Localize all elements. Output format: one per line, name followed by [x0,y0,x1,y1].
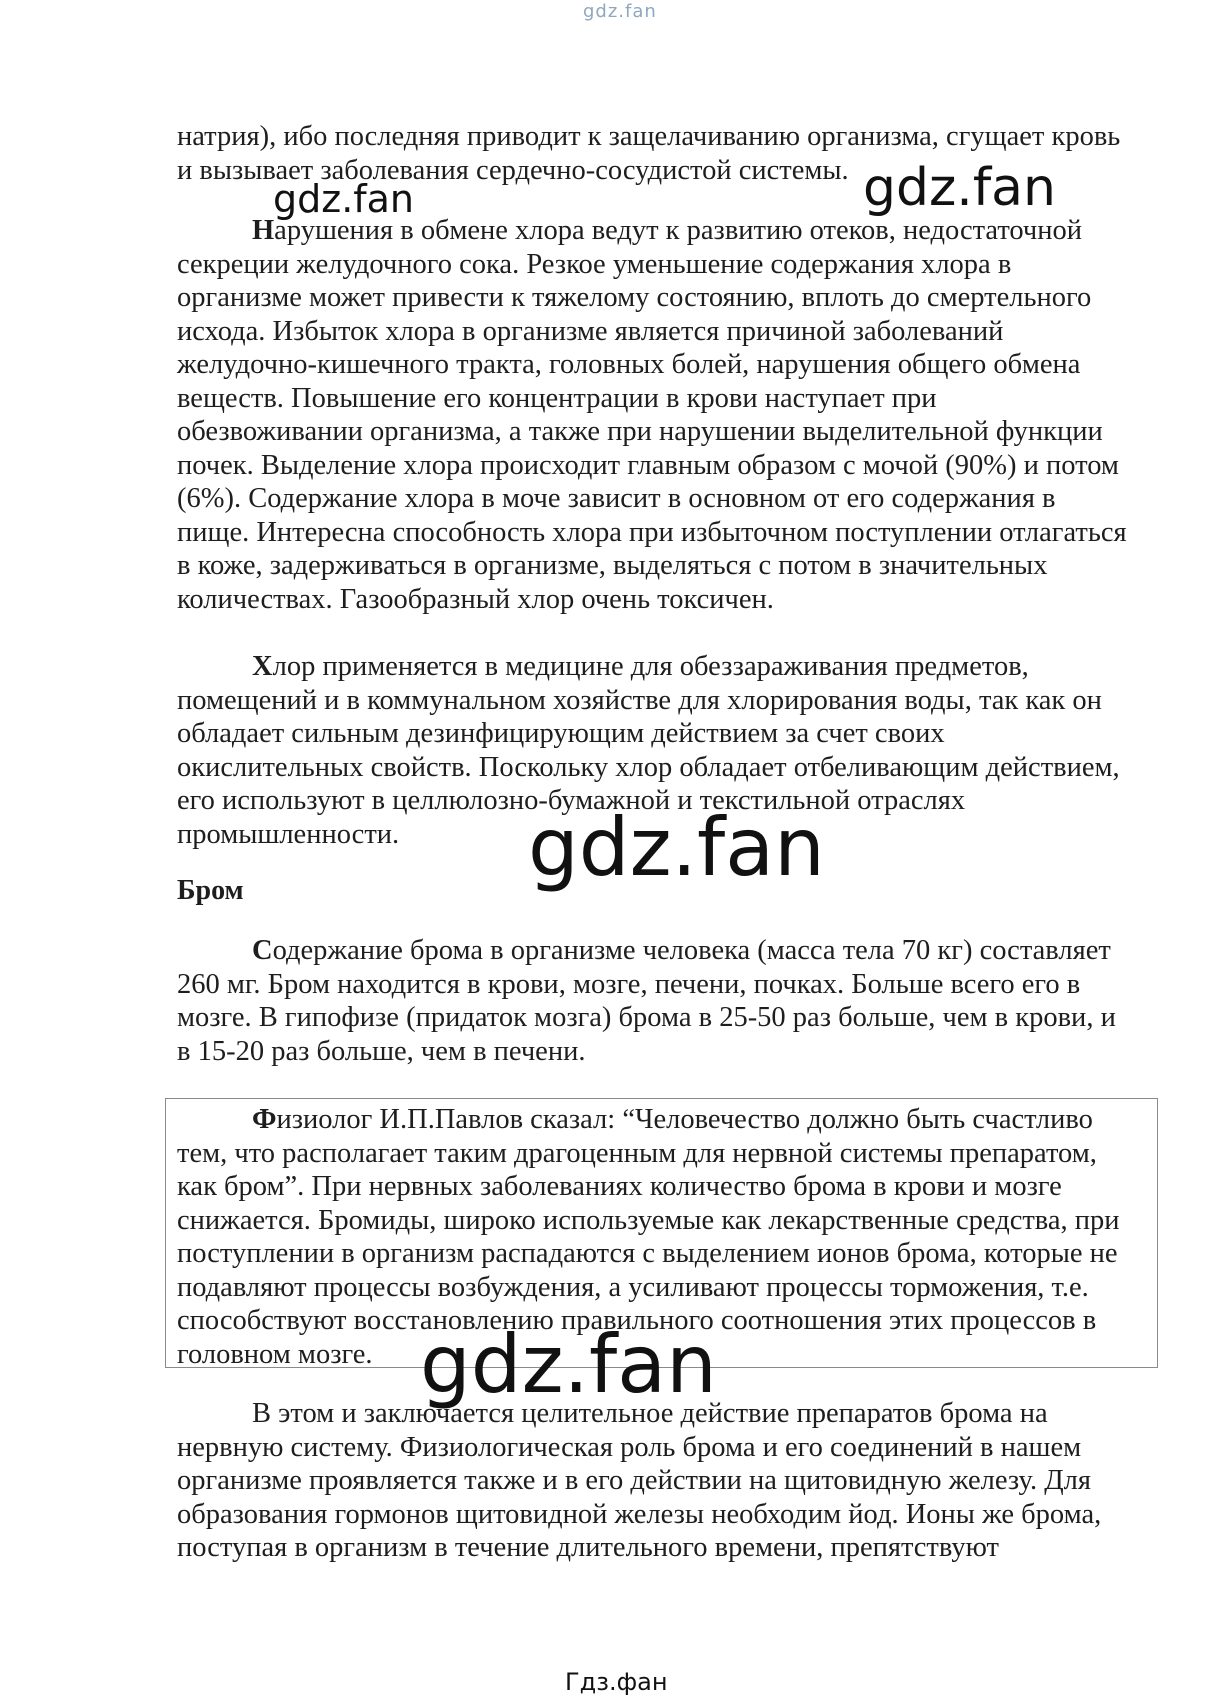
drop-letter: Х [252,651,273,682]
drop-letter: Н [252,215,275,246]
paragraph-sodium-end: натрия), ибо последняя приводит к защелачиванию организма, сгущает кровь и вызывает заболевания сердечно-сосудистой системы. [177,121,1121,186]
footer-site-label: Гдз.фан [565,1668,668,1696]
watermark: gdz.fan [420,1318,717,1411]
paragraph-text: одержание брома в организме человека (масса тела 70 кг) составляет 260 мг. Бром находится в крови, мозге, печени, почках. Больше всего его в мозге. В гипофизе (придаток мозга) брома в 25-50 раз больше, чем в крови, и в 15-20 раз больше, чем в печени. [177,935,1116,1067]
paragraph-bromine-effect [177,1397,1157,1565]
watermark: gdz.fan [273,177,415,221]
paragraph-chlorine-disorders [177,214,1157,616]
paragraph-text: изиолог И.П.Павлов сказал: “Человечество должно быть счастливо тем, что располагает таким драгоценным для нервной системы препаратом, как бром”. При нервных заболеваниях количество брома в крови и мозге снижается. Бромиды, широко используемые как лекарственные средства, при поступлении в организм распадаются с выделением ионов брома, которые не подавляют процессы возбуждения, а усиливают процессы торможения, т.е. способствуют восстановлению правильного соотношения этих процессов в головном мозге. [177,1104,1120,1370]
watermark-top: gdz.fan [583,1,657,22]
paragraph-first-letter: В [252,1398,272,1429]
section-heading-bromine: Бром [177,875,244,906]
paragraph-text: этом и заключается целительное действие препаратов брома на нервную систему. Физиологическая роль брома и его соединений в нашем организме проявляется также и в его действии на щитовидную железу. Для образования гормонов щитовидной железы необходим йод. Ионы же брома, поступая в организм в течение длительного времени, препятствуют [177,1398,1102,1563]
watermark: gdz.fan [863,158,1056,218]
paragraph-text: лор применяется в медицине для обеззараживания предметов, помещений и в коммунальном хозяйстве для хлорирования воды, так как он обладает сильным дезинфицирующим действием за счет своих окислительных свойств. Поскольку хлор обладает отбеливающим действием, его используют в целлюлозно-бумажной и текстильной отраслях промышленности. [177,651,1120,850]
drop-letter: С [252,935,273,966]
watermark: gdz.fan [528,801,825,894]
drop-letter: Ф [252,1104,277,1135]
paragraph-text: арушения в обмене хлора ведут к развитию отеков, недостаточной секреции желудочного сока. Резкое уменьшение содержания хлора в организме может привести к тяжелому состоянию, вплоть до смертельного исхода. Избыток хлора в организме является причиной заболеваний желудочно-кишечного тракта, головных болей, нарушения общего обмена веществ. Повышение его концентрации в крови наступает при обезвоживании организма, а также при нарушении выделительной функции почек. Выделение хлора происходит главным образом с мочой (90%) и потом (6%). Содержание хлора в моче зависит в основном от его содержания в пище. Интересна способность хлора при избыточном поступлении отлагаться в коже, задерживаться в организме, выделяться с потом в значительных количествах. Газообразный хлор очень токсичен. [177,215,1127,615]
paragraph-bromine-content [177,934,1157,1068]
